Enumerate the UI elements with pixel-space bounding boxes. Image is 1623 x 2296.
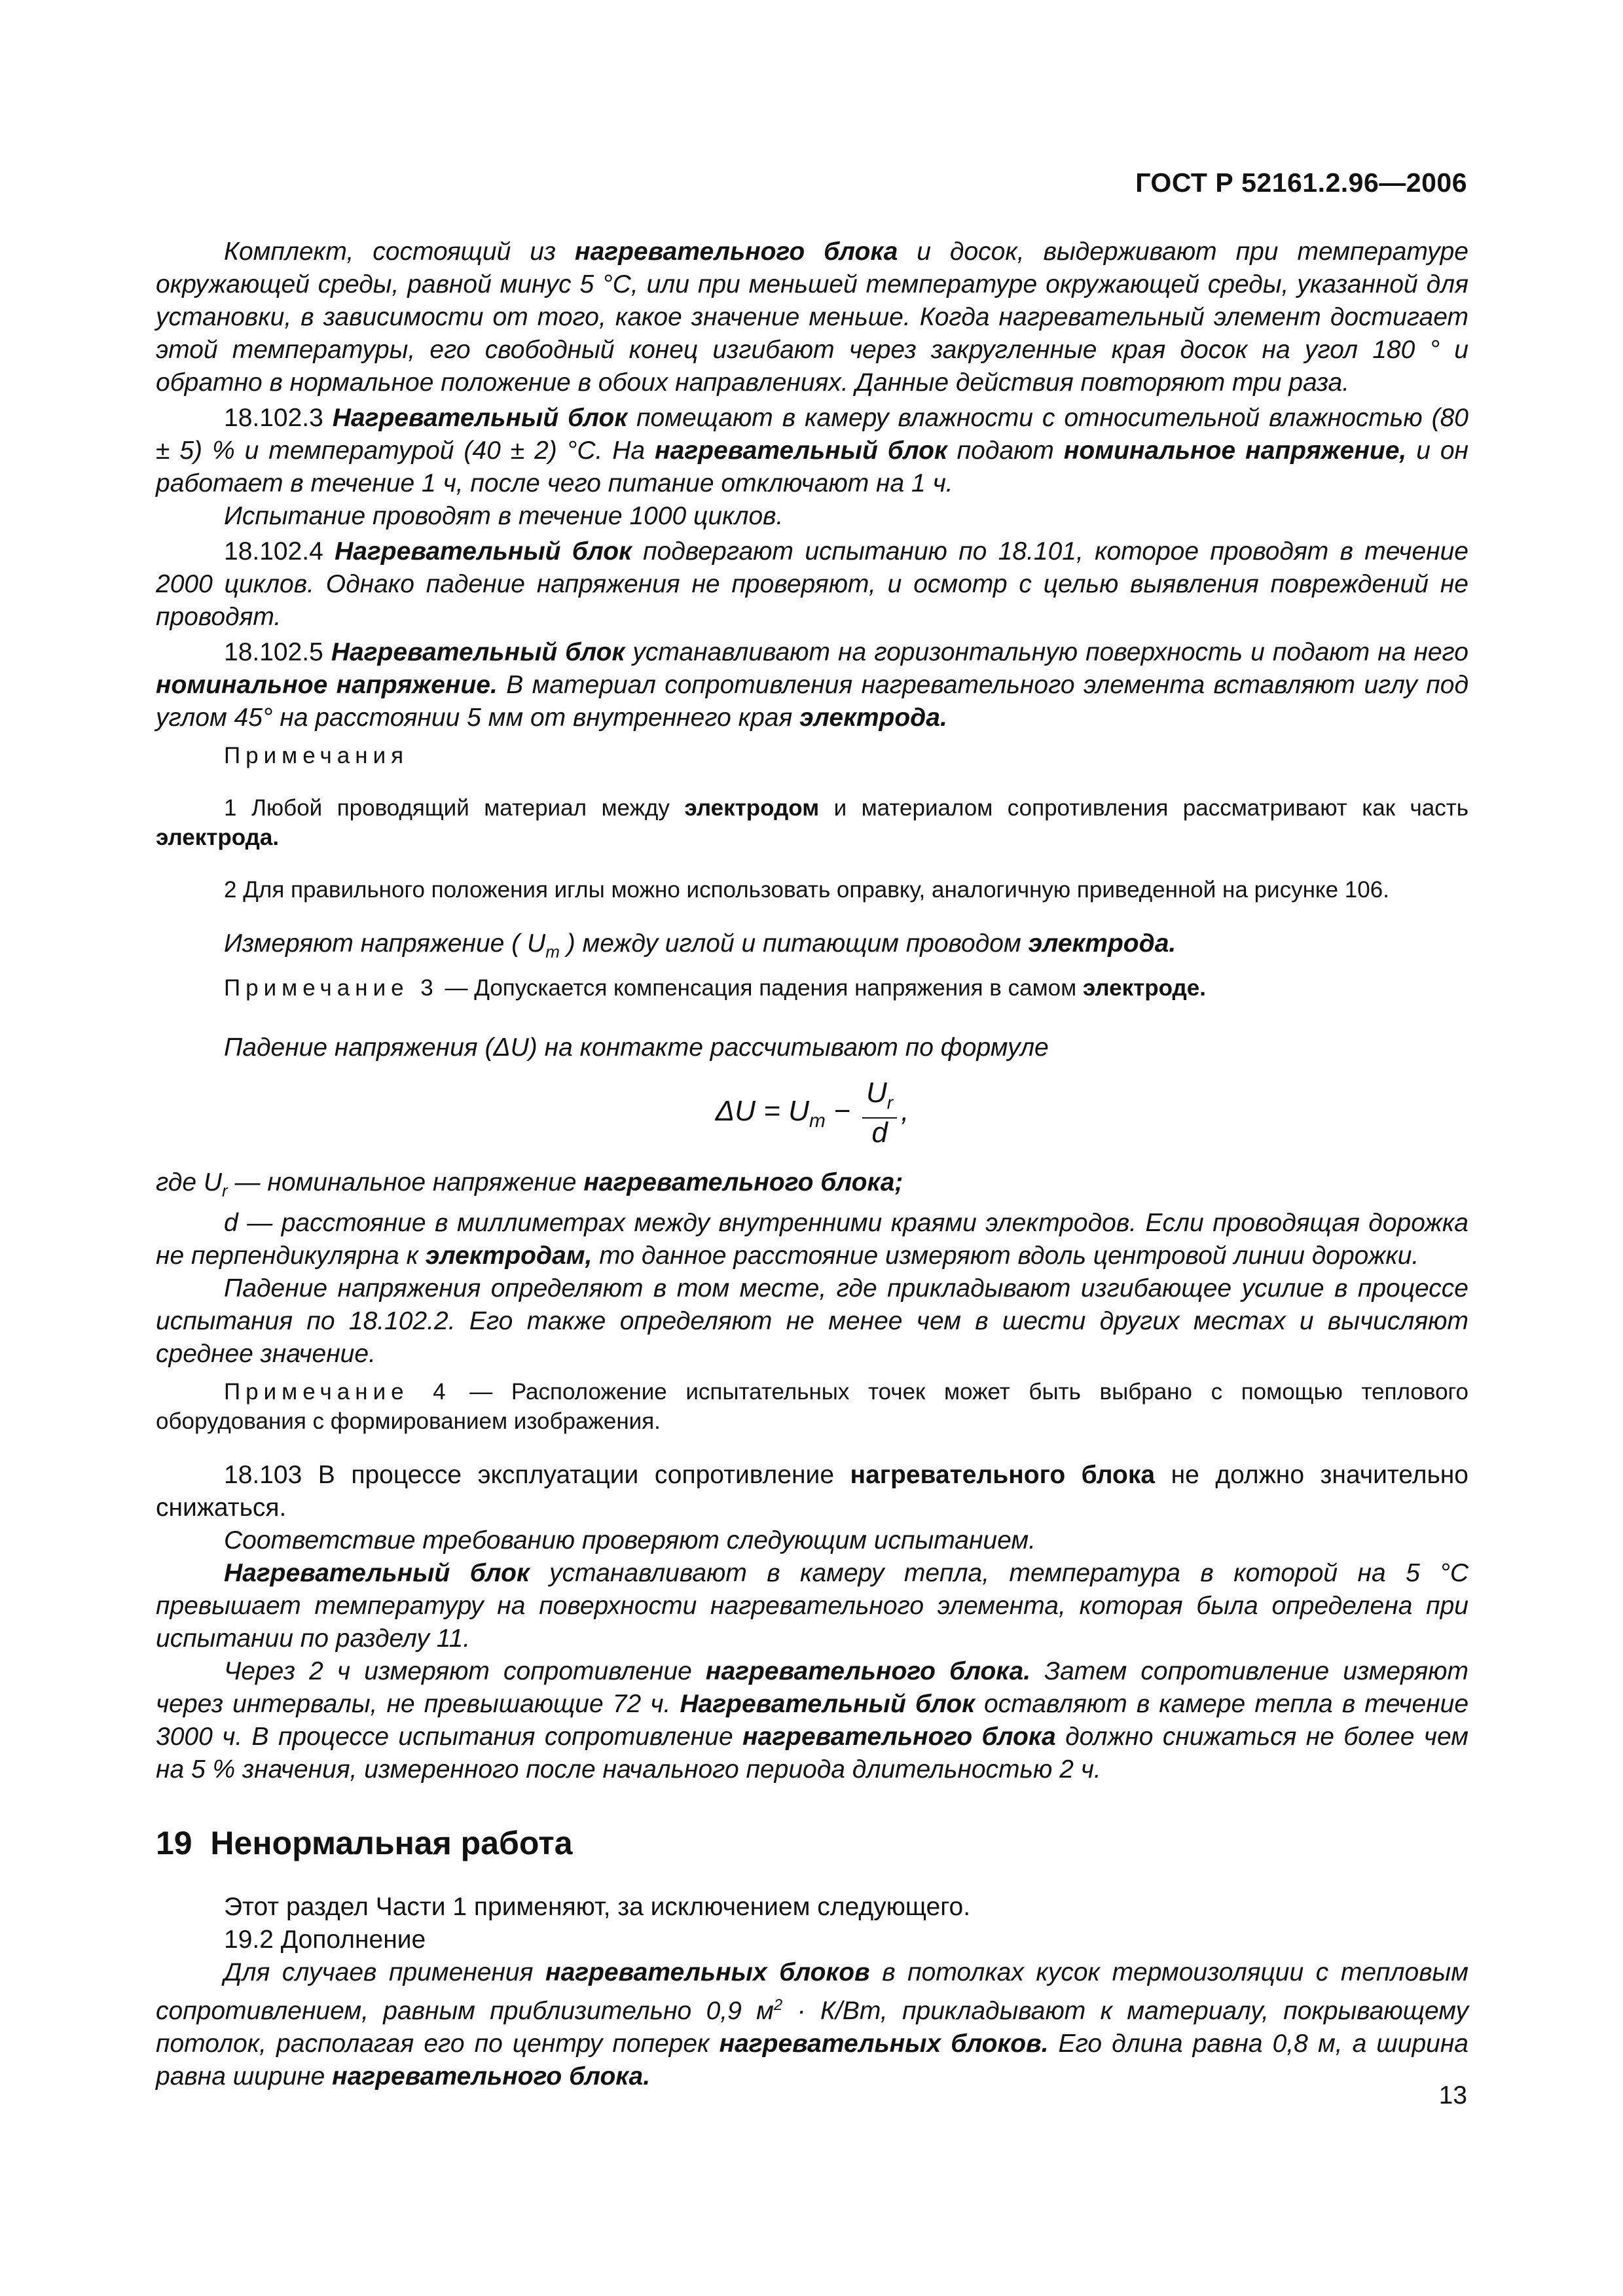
page-number: 13 xyxy=(1438,2081,1467,2109)
notes-title: Примечания xyxy=(224,743,409,768)
paragraph-heat-chamber: Нагревательный блок устанавливают в камеру тепла, температура в которой на 5 °С превышает температуру на поверхности нагревательного элемента, которая была определена при испытании по разделу 11. xyxy=(156,1558,1468,1653)
paragraph-18-103: 18.103 В процессе эксплуатации сопротивление нагревательного блока не должно значительно снижаться. xyxy=(156,1460,1468,1522)
formula-fraction: $\frac{U_r}{d}$ xyxy=(862,1079,897,1147)
paragraph-complect: Комплект, состоящий из нагревательного блока и досок, выдерживают при температуре окружающей среды, равной минус 5 °С, или при меньшей температуре окружающей среды, указанной для установки, в зависимости от того, какое значение меньше. Когда нагревательный элемент достигает этой температуры, его свободный конец изгибают через закругленные края досок на угол 180 ° и обратно в нормальное положение в обоих направлениях. Данные действия повторяют три раза. xyxy=(156,238,1468,397)
paragraph-where-ur: где $U_r$ — номинальное напряжение нагревательного блока; xyxy=(156,1168,903,1200)
section-heading: 19 Ненормальная работа xyxy=(156,1824,573,1861)
voltage-drop-formula: $\Delta U = U_m$ − $\frac{U_r}{d}$ , xyxy=(715,1076,909,1149)
paragraph-section-applies: Этот раздел Части 1 применяют, за исключением следующего. xyxy=(224,1892,971,1921)
note-2: 2 Для правильного положения иглы можно использовать оправку, аналогичную приведенной на рисунке 106. xyxy=(224,877,1389,903)
paragraph-test-cycles: Испытание проводят в течение 1000 циклов. xyxy=(224,502,784,530)
note-3: Примечание 3 — Допускается компенсация падения напряжения в самом электроде. xyxy=(224,975,1206,1001)
paragraph-voltage-drop-formula-intro: Падение напряжения (ΔU) на контакте рассчитывают по формуле xyxy=(224,1033,1049,1062)
document-body xyxy=(156,236,1468,2093)
paragraph-18-102-4: 18.102.4 Нагревательный блок подвергают испытанию по 18.101, которое проводят в течение 2000 циклов. Однако падение напряжения не проверяют, и осмотр с целью выявления повреждений не проводят. xyxy=(156,537,1468,631)
paragraph-where-d: d — расстояние в миллиметрах между внутренними краями электродов. Если проводящая дорожка не перпендикулярна к электродам, то данное расстояние измеряют вдоль центровой линии дорожки. xyxy=(156,1208,1468,1270)
paragraph-18-102-5: 18.102.5 Нагревательный блок устанавливают на горизонтальную поверхность и подают на него номинальное напряжение. В материал сопротивления нагревательного элемента вставляют иглу под углом 45° на расстоянии 5 мм от внутреннего края электрода. xyxy=(156,638,1469,732)
document-header: ГОСТ Р 52161.2.96—2006 xyxy=(1135,168,1467,198)
paragraph-measure-voltage: Измеряют напряжение ( $U_m$ ) между иглой и питающим проводом электрода. xyxy=(224,929,1176,961)
paragraph-compliance-test: Соответствие требованию проверяют следующим испытанием. xyxy=(224,1526,1036,1554)
note-1: 1 Любой проводящий материал между электродом и материалом сопротивления рассматривают как часть электрода. xyxy=(156,795,1469,850)
note-4: Примечание 4 — Расположение испытательных точек может быть выбрано с помощью теплового оборудования с формированием изображения. xyxy=(156,1378,1468,1434)
paragraph-voltage-drop-location: Падение напряжения определяют в том месте, где прикладывают изгибающее усилие в процессе испытания по 18.102.2. Его также определяют не менее чем в шести других местах и вычисляют среднее значение. xyxy=(156,1274,1468,1368)
paragraph-19-2: 19.2 Дополнение xyxy=(224,1925,426,1954)
paragraph-ceiling-insulation: Для случаев применения нагревательных блоков в потолках кусок термоизоляции с тепловым сопротивлением, равным приблизительно 0,9 $м^2 \cdot К/Вт$, прикладывают к материалу, покрывающему потолок, располагая его по центру поперек нагревательных блоков. Его длина равна 0,8 м, а ширина равна ширине нагревательного блока. xyxy=(156,1958,1468,2090)
paragraph-18-102-3: 18.102.3 Нагревательный блок помещают в камеру влажности с относительной влажностью (80 ± 5) % и температурой (40 ± 2) °С. На нагревательный блок подают номинальное напряжение, и он работает в течение 1 ч, после чего питание отключают на 1 ч. xyxy=(156,404,1468,497)
paragraph-resistance-measure: Через 2 ч измеряют сопротивление нагревательного блока. Затем сопротивление измеряют через интервалы, не превышающие 72 ч. Нагревательный блок оставляют в камере тепла в течение 3000 ч. В процессе испытания сопротивление нагревательного блока должно снижаться не более чем на 5 % значения, измеренного после начального периода длительностью 2 ч. xyxy=(156,1657,1469,1784)
